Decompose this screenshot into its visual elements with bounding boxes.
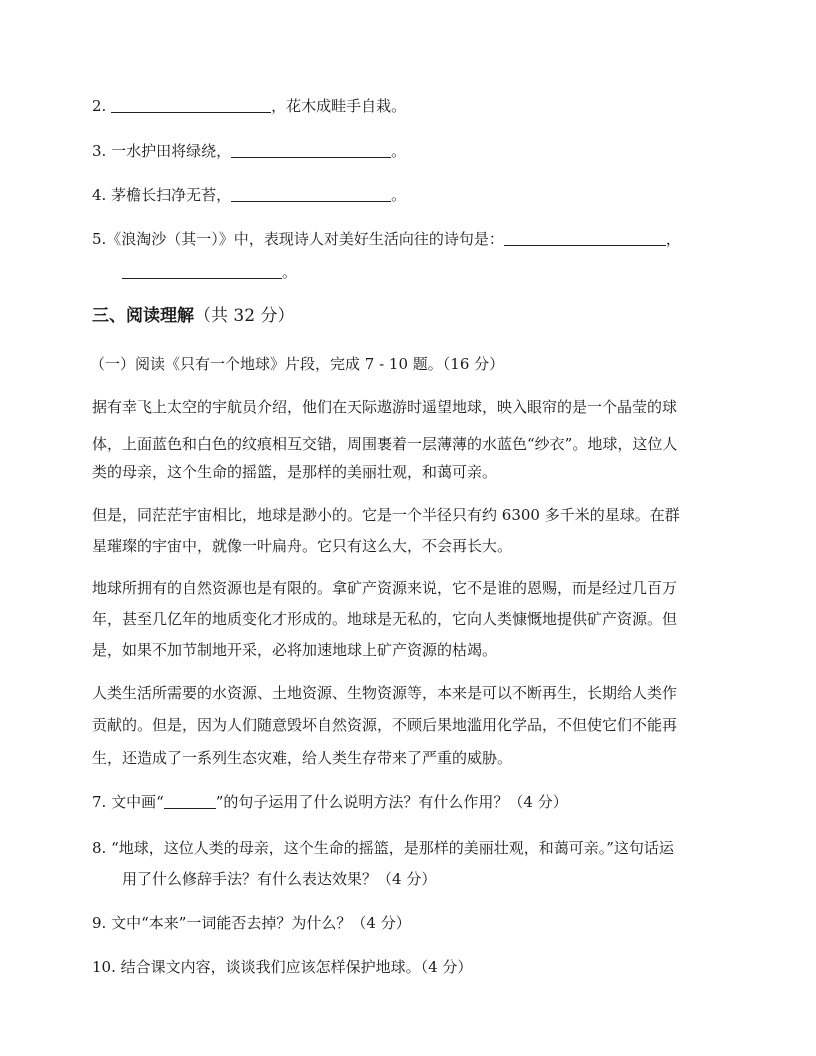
paragraph-3-line-1: 地球所拥有的自然资源也是有限的。拿矿产资源来说，它不是谁的恩赐，而是经过几百万 [92,579,678,597]
question-3-text: 3. 一水护田将绿绕， [92,142,232,160]
paragraph-4-line-2: 贡献的。但是，因为人们随意毁坏自然资源，不顾后果地滥用化学品，不但使它们不能再 [92,716,678,734]
paragraph-3-line-3: 是，如果不加节制地开采，必将加速地球上矿产资源的枯竭。 [92,641,498,659]
question-7-text-a: 7. 文中画“ [92,793,164,811]
paragraph-2-line-1: 但是，同茫茫宇宙相比，地球是渺小的。它是一个半径只有约 6300 多千米的星球。在群 [92,506,680,524]
paragraph-1-line-2: 体，上面蓝色和白色的纹痕相互交错，周围裹着一层薄薄的水蓝色“纱衣”。地球，这位人 [92,435,678,453]
section-title: 三、阅读理解 [92,306,194,326]
question-3-end: 。 [391,142,407,160]
question-7-text-b: ”的句子运用了什么说明方法？有什么作用？（4 分） [215,793,568,811]
question-5-line-2 [122,262,297,282]
question-9: 9. 文中“本来”一词能否去掉？为什么？（4 分） [92,914,411,932]
passage-intro: （一）阅读《只有一个地球》片段，完成 7 - 10 题。（16 分） [90,355,505,373]
question-5-comma: ， [665,230,681,248]
answer-blank-q5a[interactable] [504,230,666,246]
answer-blank-q3[interactable] [231,142,391,158]
question-5-end: 。 [282,263,298,281]
paragraph-1-line-1: 据有幸飞上太空的宇航员介绍，他们在天际遨游时遥望地球，映入眼帘的是一个晶莹的球 [92,398,678,416]
question-5 [92,229,681,249]
underline-marker [164,793,216,809]
question-2-text: ，花木成畦手自栽。 [271,97,407,115]
section-heading [92,305,294,327]
paragraph-3-line-2: 年，甚至几亿年的地质变化才形成的。地球是无私的，它向人类慷慨地提供矿产资源。但 [92,610,678,628]
question-7 [92,792,568,812]
question-4-text: 4. 茅檐长扫净无苔， [92,186,232,204]
answer-blank-q2[interactable] [111,97,271,113]
paragraph-2-line-2: 星璀璨的宇宙中，就像一叶扁舟。它只有这么大，不会再长大。 [92,537,513,555]
section-score: （共 32 分） [194,306,295,326]
paragraph-4-line-3: 生，还造成了一系列生态灾难，给人类生存带来了严重的威胁。 [92,749,513,767]
question-4-end: 。 [391,186,407,204]
question-3 [92,141,406,161]
question-8-line-2: 用了什么修辞手法？有什么表达效果？（4 分） [122,870,437,888]
question-4 [92,185,406,205]
question-10: 10. 结合课文内容，谈谈我们应该怎样保护地球。（4 分） [92,958,473,976]
question-2-number: 2. [92,97,107,115]
paragraph-4-line-1: 人类生活所需要的水资源、土地资源、生物资源等，本来是可以不断再生，长期给人类作 [92,684,678,702]
question-8-line-1: 8. “地球，这位人类的母亲，这个生命的摇篮，是那样的美丽壮观，和蔼可亲。”这句话运 [92,839,674,857]
question-5-text: 5.《浪淘沙（其一）》中，表现诗人对美好生活向往的诗句是： [92,230,504,248]
paragraph-1-line-3: 类的母亲，这个生命的摇篮，是那样的美丽壮观，和蔼可亲。 [92,463,498,481]
answer-blank-q4[interactable] [231,186,391,202]
answer-blank-q5b[interactable] [122,263,282,279]
question-2 [92,96,406,116]
